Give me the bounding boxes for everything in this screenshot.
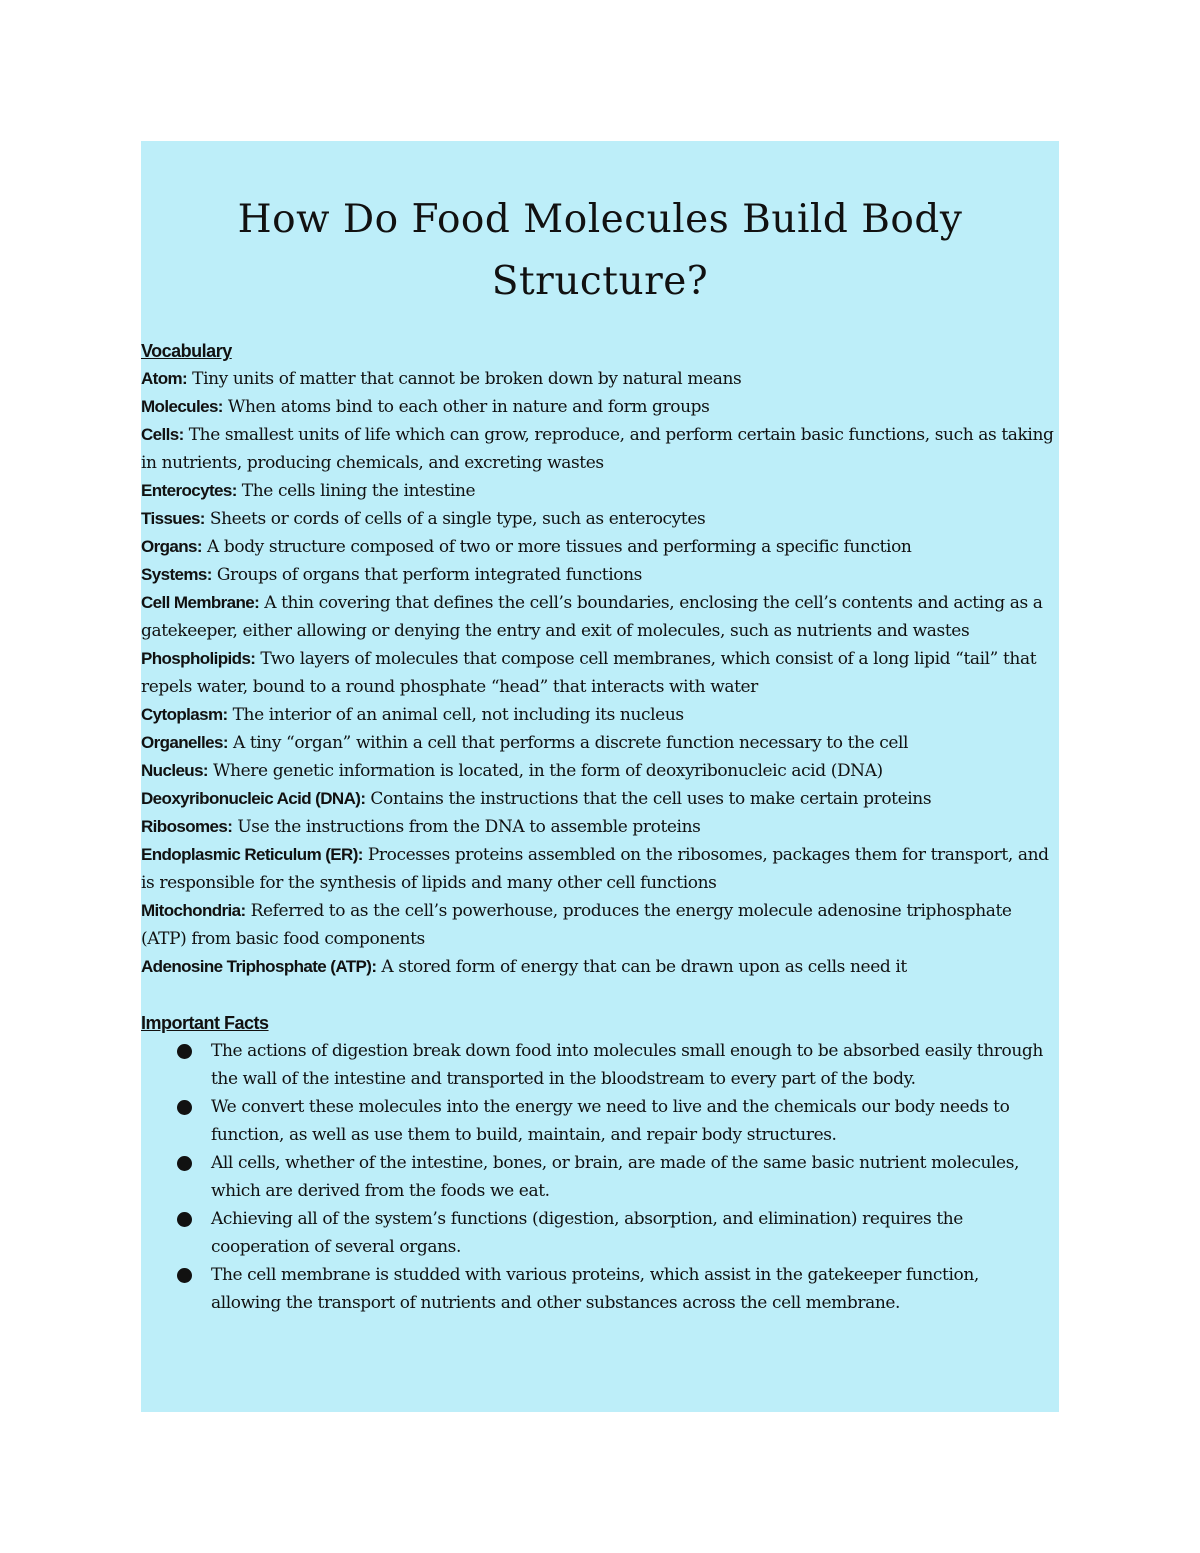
vocabulary-heading: Vocabulary xyxy=(141,341,232,361)
vocab-item xyxy=(141,561,1059,589)
vocab-definition: Where genetic information is located, in the form of deoxyribonucleic acid (DNA) xyxy=(213,761,883,781)
bullet-icon xyxy=(177,1212,192,1227)
vocab-definition: Referred to as the cell’s powerhouse, produces the energy molecule adenosine triphosphate (ATP) from basic food components xyxy=(141,901,1012,949)
vocab-item xyxy=(141,841,1059,897)
vocab-term: Adenosine Triphosphate (ATP): xyxy=(141,957,377,976)
vocab-definition: Processes proteins assembled on the ribosomes, packages them for transport, and is responsible for the synthesis of lipids and many other cell functions xyxy=(141,845,1049,893)
vocab-item xyxy=(141,785,1059,813)
fact-item xyxy=(141,1037,1059,1093)
vocab-term: Atom: xyxy=(141,369,188,388)
vocab-item xyxy=(141,533,1059,561)
document-panel xyxy=(141,141,1059,1412)
vocab-term: Deoxyribonucleic Acid (DNA): xyxy=(141,789,366,808)
fact-text: The cell membrane is studded with various proteins, which assist in the gatekeeper function, allowing the transport of nutrients and other substances across the cell membrane. xyxy=(211,1265,979,1313)
vocab-item xyxy=(141,701,1059,729)
vocab-definition: Sheets or cords of cells of a single type, such as enterocytes xyxy=(209,509,706,529)
vocab-definition: Use the instructions from the DNA to assemble proteins xyxy=(237,817,701,837)
vocab-item xyxy=(141,897,1059,953)
vocab-term: Molecules: xyxy=(141,397,223,416)
vocab-definition: A body structure composed of two or more tissues and performing a specific function xyxy=(207,537,912,557)
vocabulary-section xyxy=(141,337,1059,981)
fact-item xyxy=(141,1261,1059,1317)
vocab-item xyxy=(141,505,1059,533)
vocab-term: Endoplasmic Reticulum (ER): xyxy=(141,845,363,864)
vocab-definition: A tiny “organ” within a cell that performs a discrete function necessary to the cell xyxy=(232,733,909,753)
vocab-term: Tissues: xyxy=(141,509,205,528)
vocab-term: Phospholipids: xyxy=(141,649,256,668)
vocab-definition: A thin covering that defines the cell’s boundaries, enclosing the cell’s contents and acting as a gatekeeper, either allowing or denying the entry and exit of molecules, such as nutrients and wastes xyxy=(141,593,1043,641)
vocab-term: Cell Membrane: xyxy=(141,593,260,612)
vocab-item xyxy=(141,365,1059,393)
bullet-icon xyxy=(177,1100,192,1115)
vocab-term: Nucleus: xyxy=(141,761,208,780)
vocab-item xyxy=(141,477,1059,505)
fact-item xyxy=(141,1205,1059,1261)
vocab-definition: The cells lining the intestine xyxy=(241,481,476,501)
vocab-item xyxy=(141,813,1059,841)
fact-text: Achieving all of the system’s functions (digestion, absorption, and elimination) requires the cooperation of several organs. xyxy=(211,1209,963,1257)
fact-item xyxy=(141,1093,1059,1149)
vocab-definition: A stored form of energy that can be drawn upon as cells need it xyxy=(381,957,907,977)
vocab-item xyxy=(141,953,1059,981)
vocabulary-list xyxy=(141,365,1059,981)
vocab-definition: When atoms bind to each other in nature and form groups xyxy=(227,397,710,417)
vocab-definition: Tiny units of matter that cannot be broken down by natural means xyxy=(192,369,742,389)
vocab-item xyxy=(141,757,1059,785)
vocab-item xyxy=(141,645,1059,701)
vocab-term: Mitochondria: xyxy=(141,901,246,920)
fact-text: The actions of digestion break down food into molecules small enough to be absorbed easily through the wall of the intestine and transported in the bloodstream to every part of the body. xyxy=(211,1041,1043,1089)
vocab-item xyxy=(141,393,1059,421)
vocab-term: Cytoplasm: xyxy=(141,705,228,724)
vocab-definition: Two layers of molecules that compose cell membranes, which consist of a long lipid “tail” that repels water, bound to a round phosphate “head” that interacts with water xyxy=(141,649,1037,697)
fact-text: All cells, whether of the intestine, bones, or brain, are made of the same basic nutrient molecules, which are derived from the foods we eat. xyxy=(211,1153,1020,1201)
important-facts-section xyxy=(141,1009,1059,1317)
vocab-term: Enterocytes: xyxy=(141,481,237,500)
bullet-icon xyxy=(177,1044,192,1059)
bullet-icon xyxy=(177,1268,192,1283)
vocab-term: Ribosomes: xyxy=(141,817,233,836)
vocab-definition: Groups of organs that perform integrated functions xyxy=(216,565,642,585)
vocab-term: Organelles: xyxy=(141,733,228,752)
vocab-item xyxy=(141,729,1059,757)
vocab-term: Systems: xyxy=(141,565,212,584)
vocab-definition: The interior of an animal cell, not including its nucleus xyxy=(232,705,684,725)
vocab-term: Cells: xyxy=(141,425,184,444)
page-title: How Do Food Molecules Build Body Structure? xyxy=(237,197,963,304)
fact-text: We convert these molecules into the energy we need to live and the chemicals our body needs to function, as well as use them to build, maintain, and repair body structures. xyxy=(211,1097,1010,1145)
vocab-definition: The smallest units of life which can grow, reproduce, and perform certain basic functions, such as taking in nutrients, producing chemicals, and excreting wastes xyxy=(141,425,1054,473)
vocab-definition: Contains the instructions that the cell uses to make certain proteins xyxy=(370,789,932,809)
fact-item xyxy=(141,1149,1059,1205)
important-facts-list xyxy=(141,1037,1059,1317)
vocab-term: Organs: xyxy=(141,537,202,556)
important-facts-heading: Important Facts xyxy=(141,1013,269,1033)
vocab-item xyxy=(141,589,1059,645)
vocab-item xyxy=(141,421,1059,477)
bullet-icon xyxy=(177,1156,192,1171)
